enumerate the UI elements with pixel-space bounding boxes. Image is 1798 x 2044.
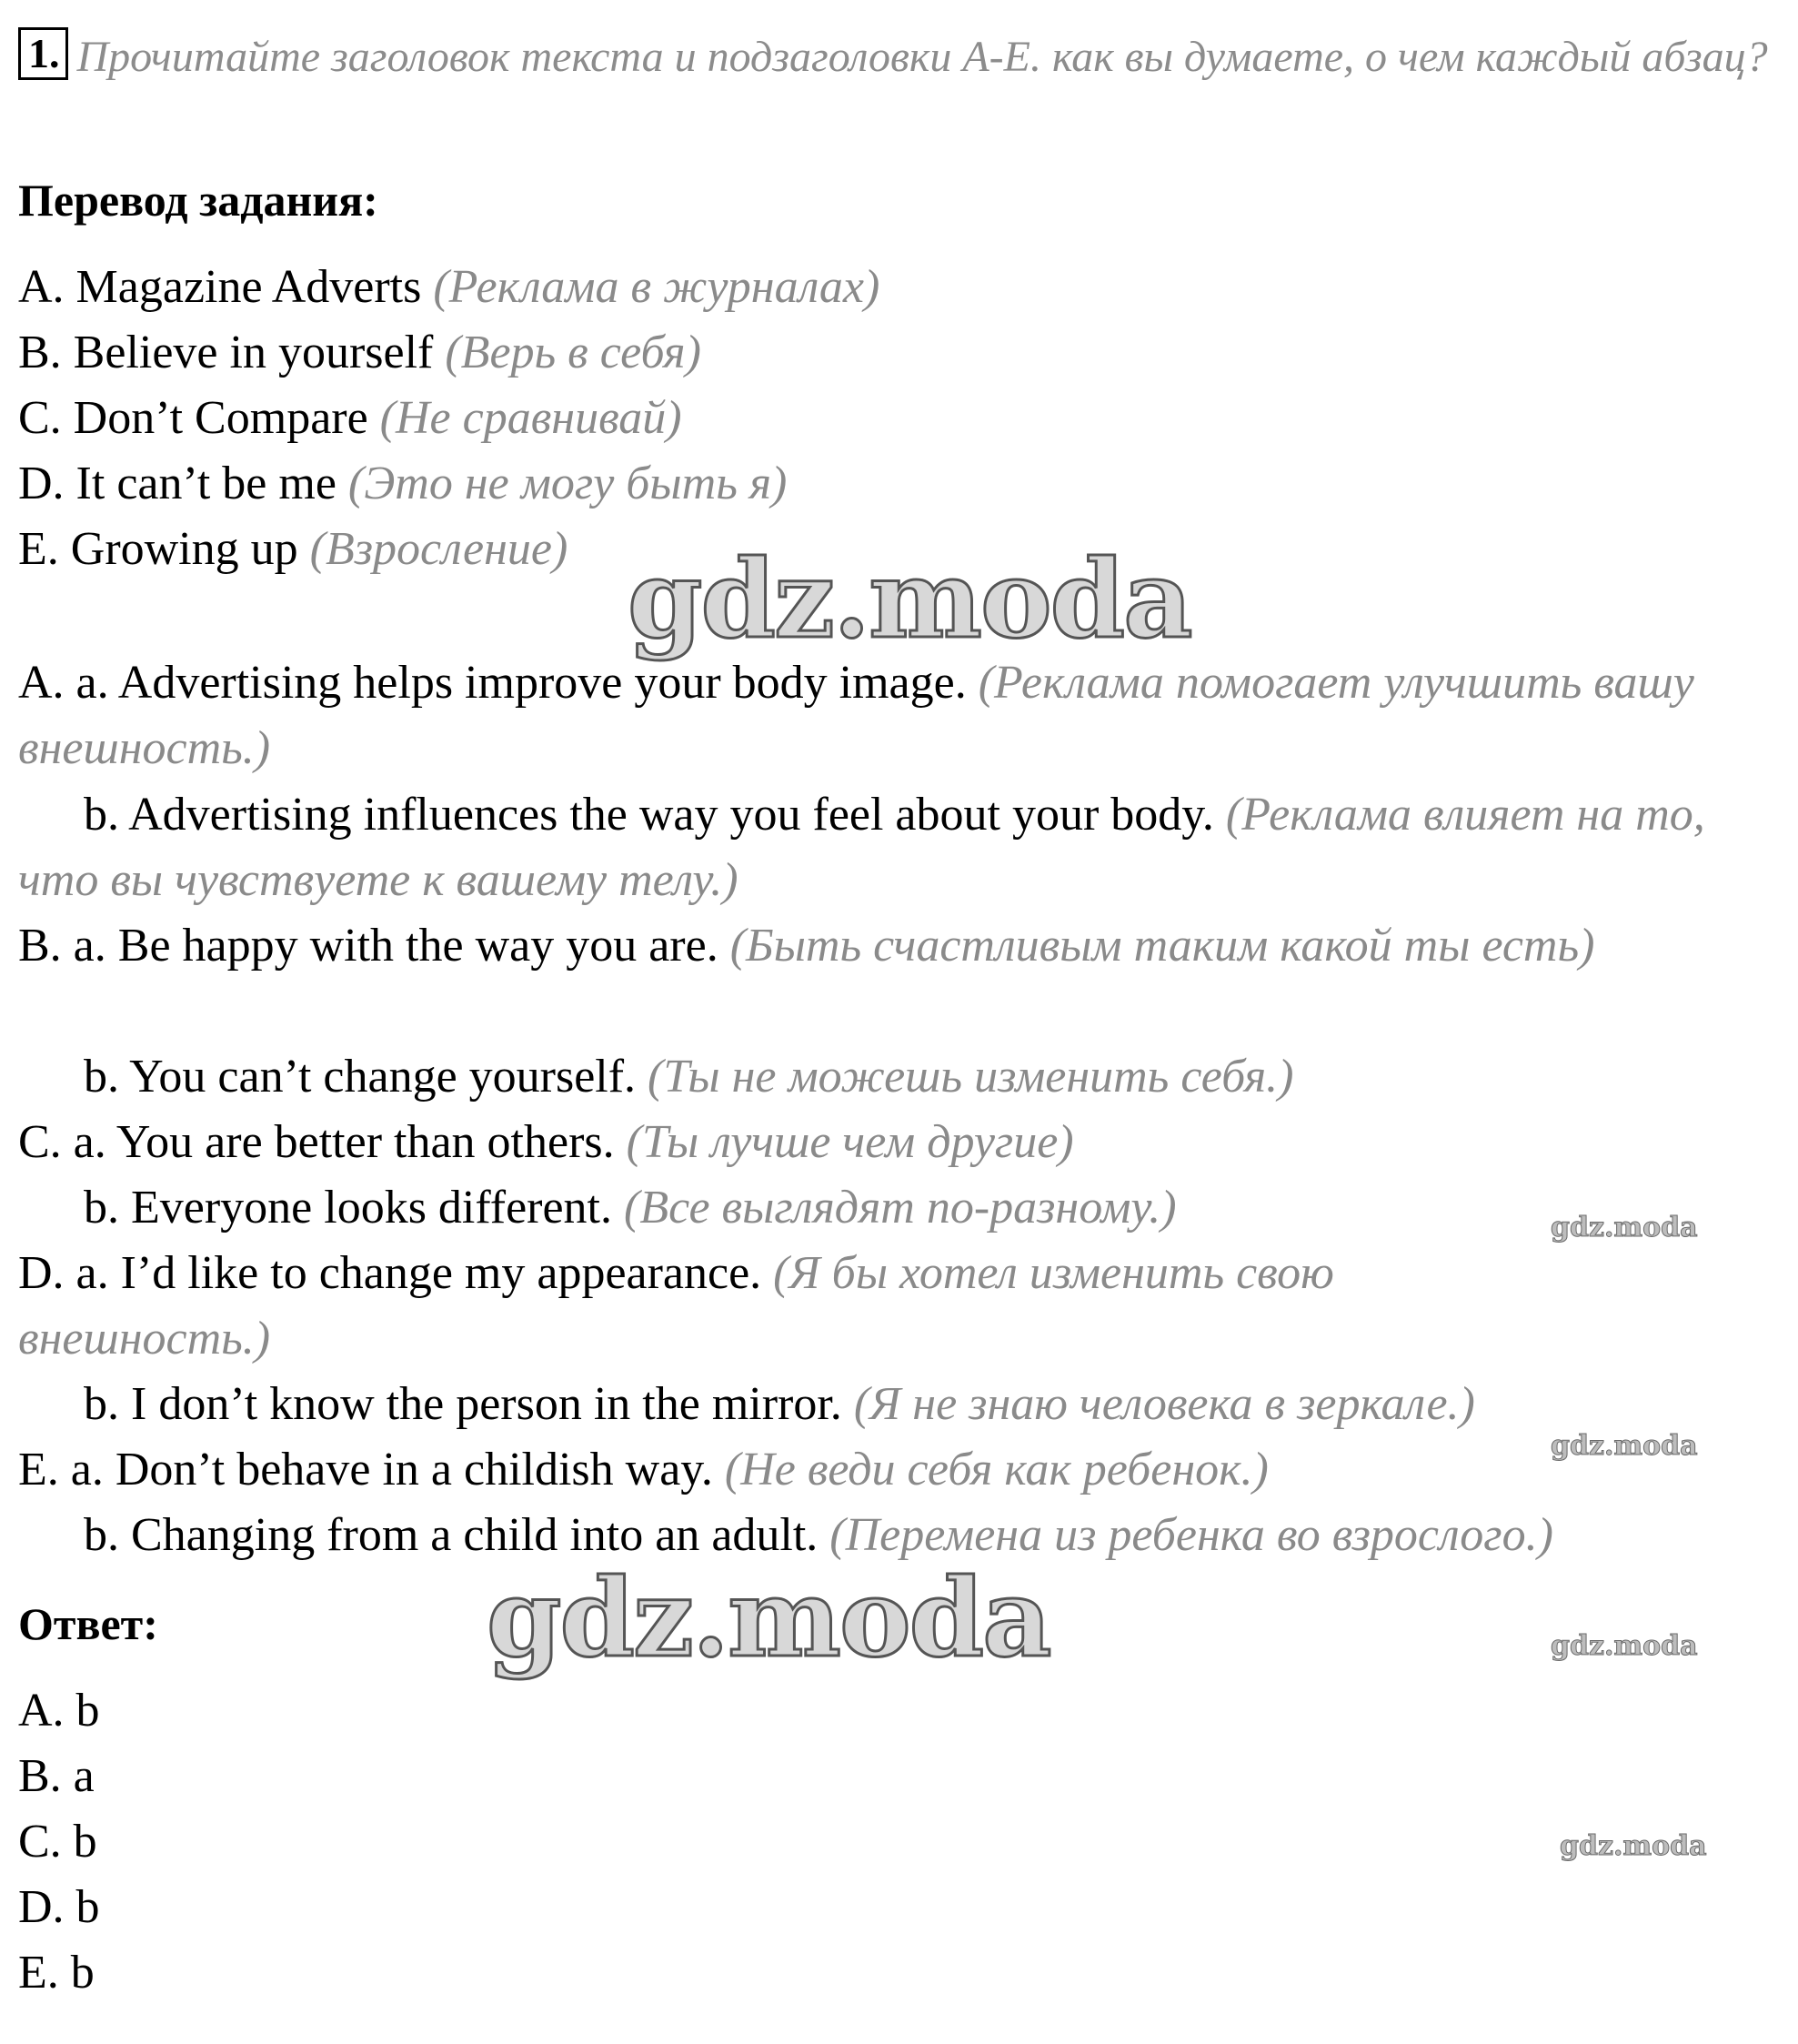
task-instruction: [18, 27, 1783, 87]
task-instruction-text: Прочитайте заголовок текста и подзаголовки A-E. как вы думаете, о чем каждый абзац?: [76, 33, 1768, 81]
option-en: E. a. Don’t behave in a childish way.: [18, 1444, 713, 1495]
heading-line-c: [18, 386, 1787, 451]
watermark-small: gdz.moda: [1551, 1430, 1698, 1462]
heading-en: E. Growing up: [18, 523, 298, 575]
answer-b: B. a: [18, 1750, 95, 1802]
option-e-a: [18, 1437, 1787, 1503]
answer-a: A. b: [18, 1685, 100, 1737]
option-en: b. Advertising influences the way you feel about your body.: [84, 789, 1214, 841]
watermark-small: gdz.moda: [1560, 1830, 1707, 1862]
option-en: b. Changing from a child into an adult.: [84, 1509, 819, 1561]
task-number: 1.: [18, 27, 68, 80]
option-ru: (Перемена из ребенка во взрослого.): [829, 1509, 1553, 1561]
watermark-large: gdz.moda: [487, 1555, 1050, 1681]
option-ru: (Не веди себя как ребенок.): [724, 1444, 1269, 1495]
heading-ru: (Верь в себя): [445, 327, 701, 378]
answer-heading: Ответ:: [18, 1598, 158, 1649]
heading-ru: (Не сравнивай): [379, 392, 682, 444]
option-d-a: [18, 1241, 1546, 1372]
heading-en: D. It can’t be me: [18, 458, 336, 509]
option-ru: (Все выглядят по-разному.): [624, 1182, 1177, 1233]
option-en: b. Everyone looks different.: [84, 1182, 612, 1233]
answer-d: D. b: [18, 1881, 100, 1933]
watermark-large: gdz.moda: [628, 536, 1191, 662]
option-ru: (Ты лучше чем другие): [626, 1116, 1074, 1168]
heading-ru: (Взросление): [309, 523, 568, 575]
heading-line-d: [18, 451, 1787, 517]
option-en: B. a. Be happy with the way you are.: [18, 920, 718, 972]
option-ru: (Я не знаю человека в зеркале.): [853, 1378, 1475, 1430]
heading-ru: (Реклама в журналах): [433, 261, 880, 313]
option-en: A. a. Advertising helps improve your body image.: [18, 657, 967, 709]
heading-en: C. Don’t Compare: [18, 392, 368, 444]
heading-line-b: [18, 320, 1787, 386]
answer-e: E. b: [18, 1947, 95, 1999]
option-en: C. a. You are better than others.: [18, 1116, 615, 1168]
option-a-a: [18, 650, 1787, 781]
option-a-b: [18, 782, 1787, 913]
heading-en: B. Believe in yourself: [18, 327, 434, 378]
option-d-b: [18, 1372, 1787, 1437]
option-ru: (Ты не можешь изменить себя.): [648, 1051, 1294, 1103]
option-c-a: [18, 1110, 1787, 1175]
option-ru: (Быть счастливым таким какой ты есть): [729, 920, 1595, 972]
option-ru: (Реклама влияет на то, что вы чувствуете к вашему телу.): [18, 789, 1705, 906]
option-en: b. I don’t know the person in the mirror.: [84, 1378, 842, 1430]
translation-heading: Перевод задания:: [18, 175, 378, 226]
option-ru: (Я бы хотел изменить свою внешность.): [18, 1247, 1334, 1364]
watermark-small: gdz.moda: [1551, 1212, 1698, 1244]
option-b-a: [18, 913, 1787, 979]
heading-ru: (Это не могу быть я): [347, 458, 788, 509]
answer-c: C. b: [18, 1816, 97, 1868]
watermark-small: gdz.moda: [1551, 1630, 1698, 1662]
option-en: D. a. I’d like to change my appearance.: [18, 1247, 762, 1299]
option-en: b. You can’t change yourself.: [84, 1051, 637, 1103]
option-c-b: [18, 1175, 1787, 1244]
option-b-b: [18, 1044, 1787, 1110]
heading-line-a: [18, 255, 1787, 320]
option-ru: (Реклама помогает улучшить вашу внешность.): [18, 657, 1694, 774]
heading-en: A. Magazine Adverts: [18, 261, 422, 313]
